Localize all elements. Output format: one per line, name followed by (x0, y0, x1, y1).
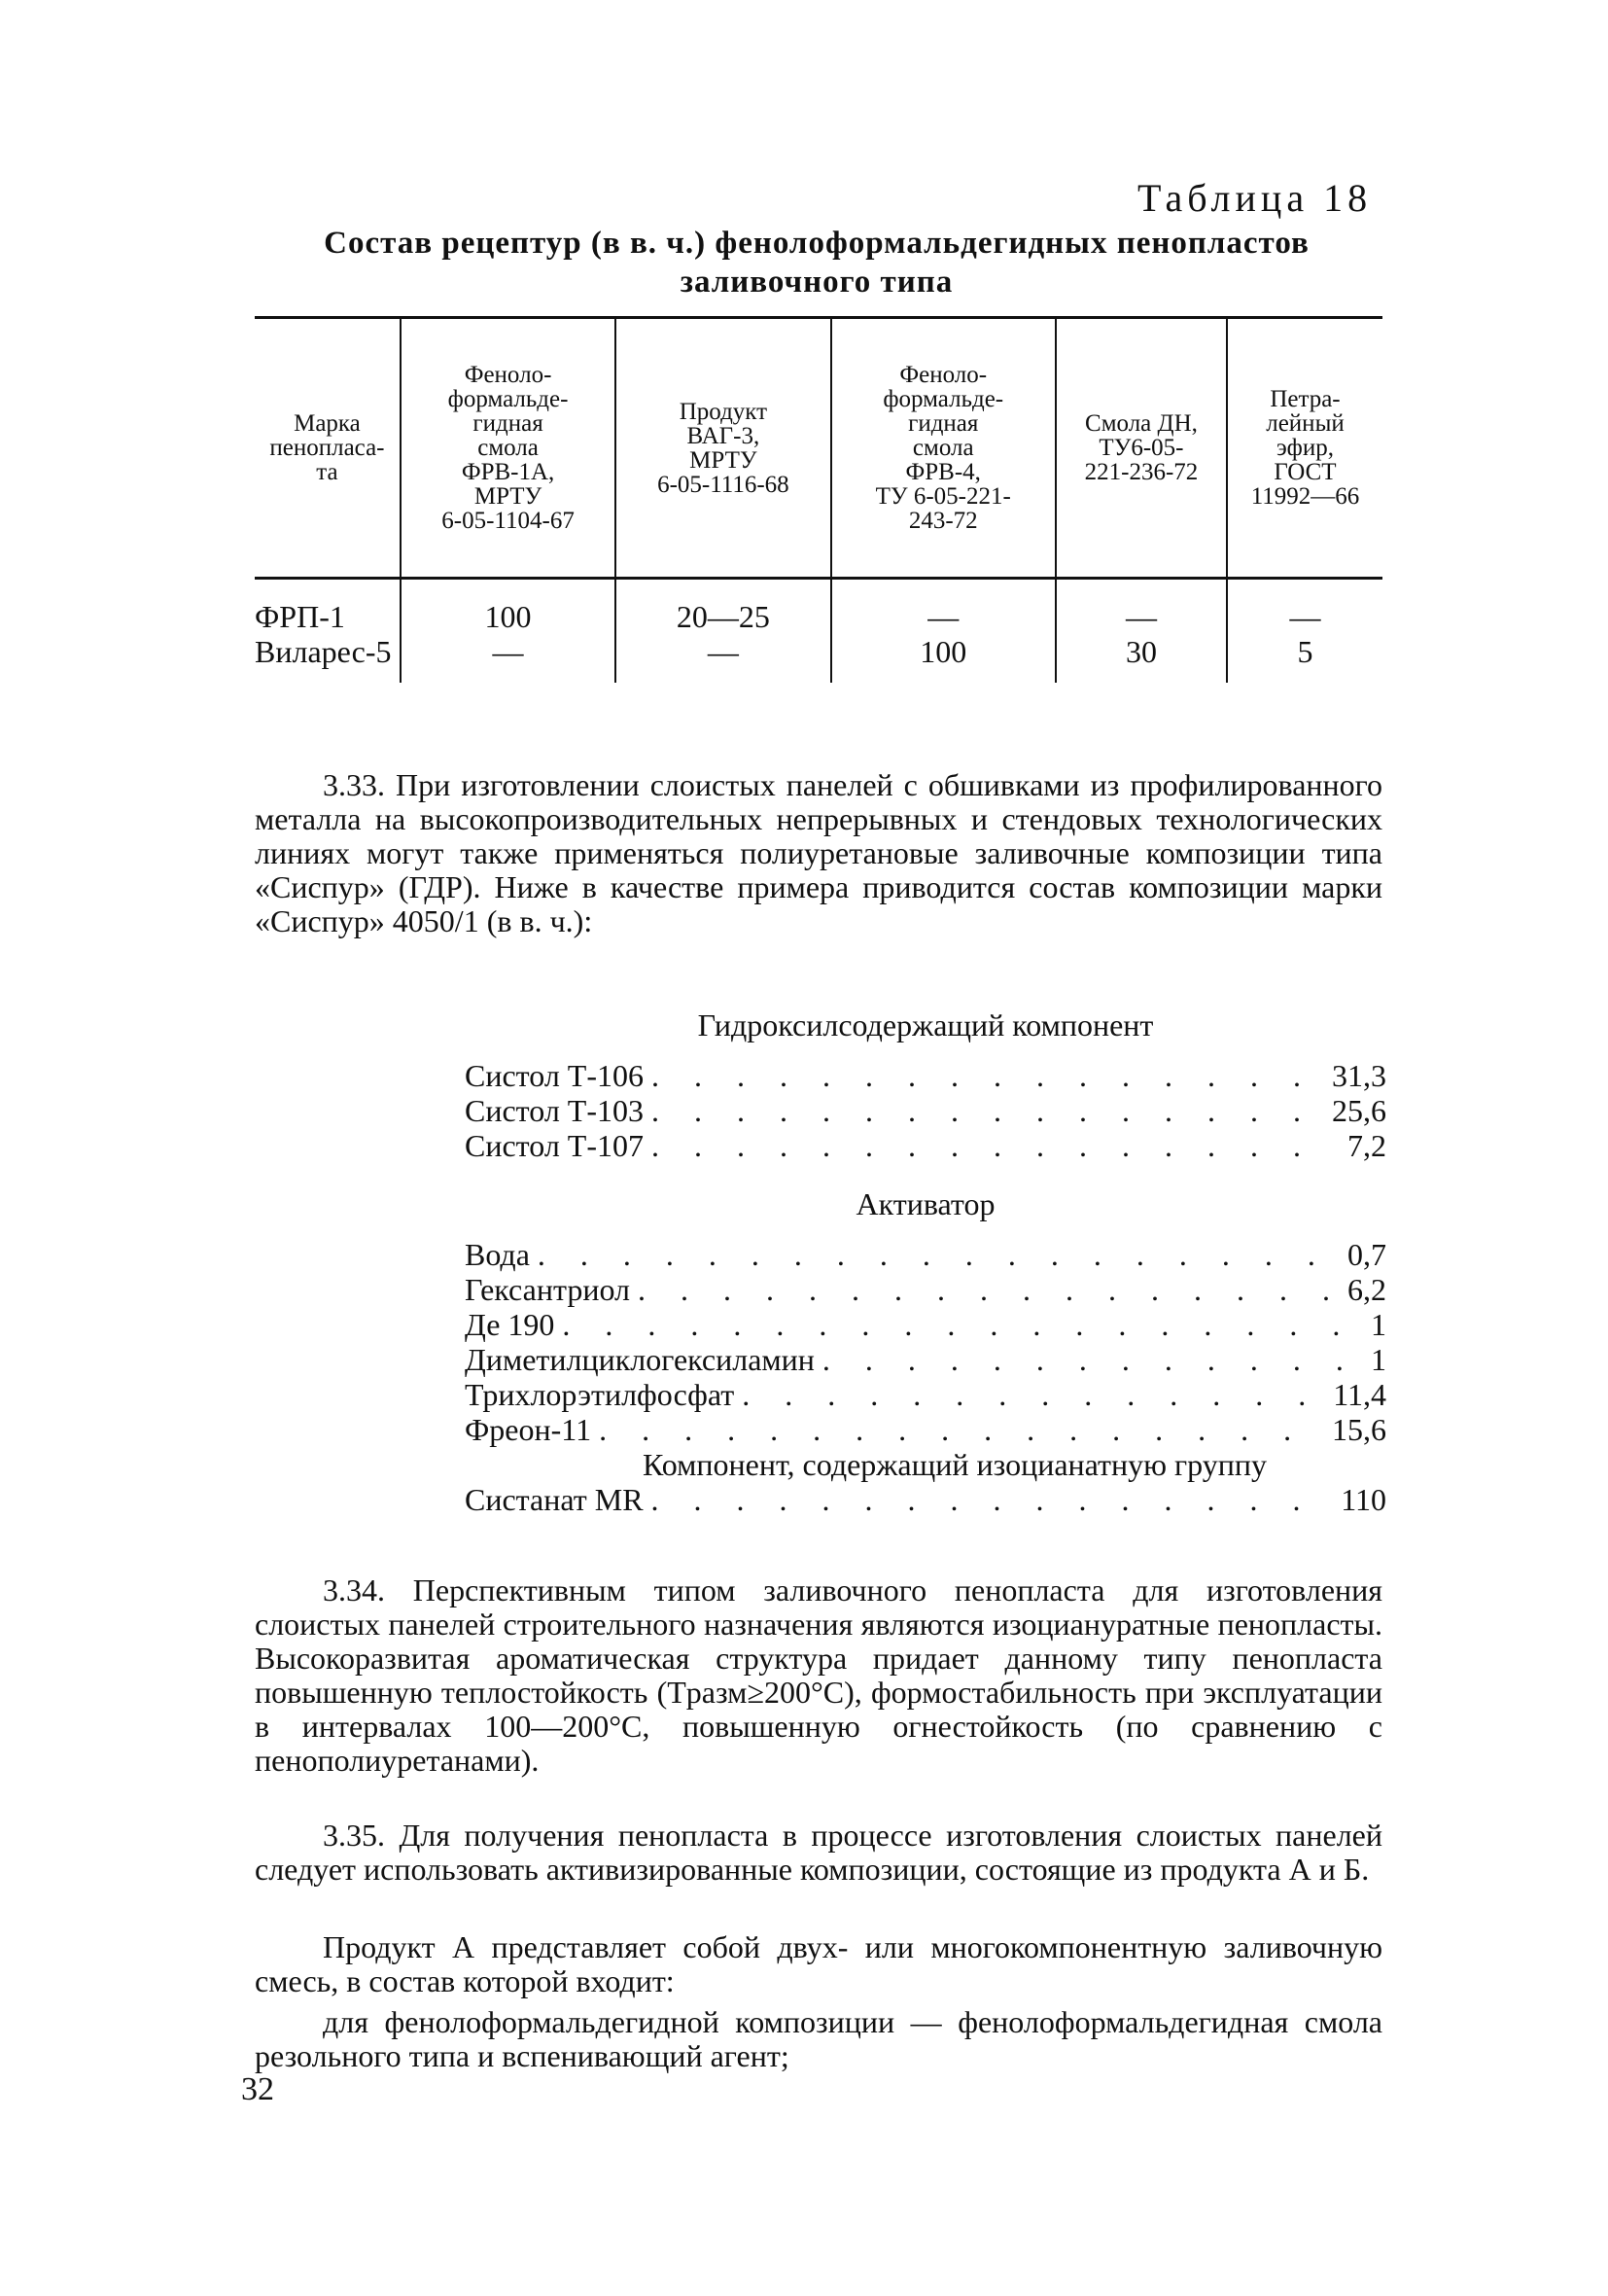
header-line: ТУ6-05- (1099, 435, 1184, 461)
list-hydroxyl-component (465, 1058, 1386, 1163)
table-number: Таблица 18 (1137, 176, 1373, 220)
item-value: 6,2 (1347, 1272, 1386, 1307)
cell-value: ФРП-1 (255, 599, 345, 634)
recipe-table (255, 316, 1382, 683)
header-line: Феноло- (899, 362, 988, 388)
header-cell-frv1a (401, 318, 615, 579)
item-name: Трихлорэтилфосфат (465, 1377, 735, 1412)
item-value: 7,2 (1347, 1128, 1386, 1163)
table-data-row (255, 579, 1382, 684)
item-value: 25,6 (1332, 1093, 1386, 1128)
list-item (465, 1128, 1386, 1163)
cell-value: — (492, 634, 524, 669)
header-line: ФРВ-1А, (461, 459, 555, 485)
header-line: МРТУ (689, 446, 757, 474)
leader-dots (599, 1412, 1322, 1447)
item-value: 110 (1341, 1482, 1386, 1517)
list-item (465, 1272, 1386, 1307)
cell-value: 100 (920, 634, 967, 669)
header-line: ГОСТ (1274, 459, 1337, 485)
leader-dots (651, 1482, 1332, 1517)
data-cell-frv1a (401, 579, 615, 684)
item-value: 15,6 (1332, 1412, 1386, 1447)
data-cell-brand (255, 579, 401, 684)
cell-value: — (1125, 599, 1157, 634)
header-cell-frv4 (831, 318, 1056, 579)
cell-value: 20—25 (676, 599, 770, 634)
header-line: смола (912, 435, 974, 461)
leader-dots (651, 1058, 1322, 1093)
header-line: та (316, 459, 338, 485)
cell-value: 100 (484, 599, 532, 634)
item-value: 11,4 (1333, 1377, 1386, 1412)
list-item (465, 1058, 1386, 1093)
data-cell-petroleum-ether (1227, 579, 1382, 684)
page-number: 32 (241, 2071, 274, 2107)
table-caption: Состав рецептур (в в. ч.) фенолоформальдегидных пенопластов заливочного типа (324, 226, 1310, 300)
data-cell-vag3 (615, 579, 830, 684)
list-item (465, 1482, 1386, 1517)
header-line: 6-05-1116-68 (657, 471, 789, 498)
paragraph-3-35: 3.35. Для получения пенопласта в процессе изготовления слоистых панелей следует использовать активизированные композиции, состоящие из продукта А и Б. (255, 1818, 1382, 1887)
list-activator (465, 1237, 1386, 1447)
list-isocyanate-component (465, 1482, 1386, 1517)
item-name: Гексантриол (465, 1272, 630, 1307)
data-cell-dn-resin (1056, 579, 1227, 684)
leader-dots (651, 1093, 1322, 1128)
header-line: Смола ДН, (1085, 410, 1198, 437)
header-line: Продукт (679, 398, 768, 425)
item-name: Вода (465, 1237, 530, 1272)
leader-dots (538, 1237, 1338, 1272)
group-title-hydroxyl: Гидроксилсодержащий компонент (697, 1007, 1154, 1042)
header-line: Петра- (1270, 386, 1341, 412)
paragraph-3-33: 3.33. При изготовлении слоистых панелей с обшивками из профилированного металла на высокопроизводительных непрерывных и стендовых технологических линиях могут также применяться полиуретановые заливочные композиции типа «Сиспур» (ГДР). Ниже в качестве примера приводится состав композиции марки «Сиспур» 4050/1 (в в. ч.): (255, 767, 1382, 938)
header-line: 243-72 (908, 508, 978, 534)
leader-dots (742, 1377, 1323, 1412)
header-line: лейный (1266, 410, 1345, 437)
header-line: гидная (908, 410, 979, 437)
data-cell-frv4 (831, 579, 1056, 684)
item-name: Фреон-11 (465, 1412, 592, 1447)
list-item (465, 1237, 1386, 1272)
paragraph-3-34: 3.34. Перспективным типом заливочного пенопласта для изготовления слоистых панелей строительного назначения являются изоциануратные пенопласты. Высокоразвитая ароматическая структура придает данному типу пенопласта повышенную теплостойкость (Tразм≥200°C), формостабильность при эксплуатации в интервалах 100—200°C, повышенную огнестойкость (по сравнению с пенополиуретанами). (255, 1572, 1382, 1778)
item-name: Систанат MR (465, 1482, 644, 1517)
header-line: формальде- (883, 386, 1004, 412)
group-title-activator: Активатор (856, 1186, 996, 1221)
item-name: Систол Т-107 (465, 1128, 644, 1163)
item-name: Де 190 (465, 1307, 555, 1342)
paragraph-phenol-composition: для фенолоформальдегидной композиции — фенолоформальдегидная смола резольного типа и вспенивающий агент; (255, 2004, 1382, 2073)
item-name: Систол Т-103 (465, 1093, 644, 1128)
header-line: ВАГ-3, (686, 422, 760, 449)
header-line: МРТУ (473, 483, 542, 510)
item-value: 31,3 (1332, 1058, 1386, 1093)
header-cell-dn-resin (1056, 318, 1227, 579)
header-line: Феноло- (464, 362, 552, 388)
list-item (465, 1377, 1386, 1412)
list-item (465, 1412, 1386, 1447)
leader-dots (638, 1272, 1338, 1307)
cell-value: — (927, 599, 960, 634)
header-line: Марка (294, 410, 361, 437)
cell-value: — (707, 634, 739, 669)
header-line: пенопласа- (269, 435, 385, 461)
item-name: Систол Т-106 (465, 1058, 644, 1093)
header-line: смола (477, 435, 539, 461)
header-line: эфир, (1276, 435, 1334, 461)
header-line: 11992—66 (1250, 483, 1360, 510)
cell-value: 5 (1297, 634, 1313, 669)
item-value: 0,7 (1347, 1237, 1386, 1272)
header-line: 221-236-72 (1084, 459, 1199, 485)
cell-value: Виларес-5 (255, 634, 392, 669)
header-line: формальде- (447, 386, 569, 412)
cell-value: 30 (1125, 634, 1157, 669)
table-header-row (255, 318, 1382, 579)
header-cell-brand (255, 318, 401, 579)
header-cell-vag3 (615, 318, 830, 579)
paragraph-product-a: Продукт А представляет собой двух- или многокомпонентную заливочную смесь, в состав которой входит: (255, 1929, 1382, 1998)
header-line: гидная (472, 410, 543, 437)
item-value: 1 (1371, 1342, 1386, 1377)
header-line: 6-05-1104-67 (441, 508, 575, 534)
list-item (465, 1307, 1386, 1342)
leader-dots (562, 1307, 1361, 1342)
header-line: ФРВ-4, (905, 459, 981, 485)
item-value: 1 (1371, 1307, 1386, 1342)
cell-value: — (1289, 599, 1321, 634)
group-title-isocyanate: Компонент, содержащий изоцианатную группу (642, 1447, 1267, 1482)
list-isocyanate-block (465, 1447, 1386, 1517)
header-cell-petroleum-ether (1227, 318, 1382, 579)
header-line: ТУ 6-05-221- (875, 483, 1011, 510)
item-name: Диметилциклогексиламин (465, 1342, 815, 1377)
leader-dots (651, 1128, 1338, 1163)
leader-dots (822, 1342, 1361, 1377)
list-item (465, 1093, 1386, 1128)
list-item (465, 1342, 1386, 1377)
